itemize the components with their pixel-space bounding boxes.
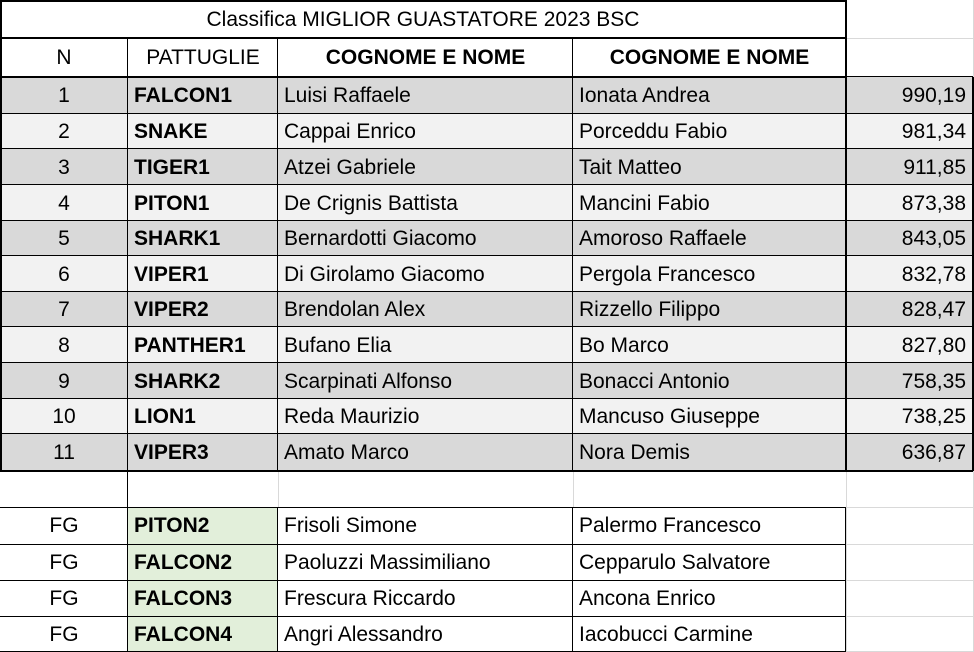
border <box>0 470 973 472</box>
fg-team-name[interactable]: FALCON2 <box>128 544 278 580</box>
rank-number[interactable]: 4 <box>0 185 128 221</box>
rank-number[interactable]: 8 <box>0 327 128 363</box>
score-value[interactable]: 911,85 <box>846 149 974 185</box>
border <box>845 0 847 77</box>
border <box>277 38 278 471</box>
border <box>572 507 573 652</box>
member-name-1[interactable]: De Crignis Battista <box>278 185 573 221</box>
team-name[interactable]: SHARK1 <box>128 221 278 256</box>
gridline <box>846 616 974 617</box>
member-name-1[interactable]: Scarpinati Alfonso <box>278 363 573 399</box>
border <box>0 113 973 114</box>
border <box>0 148 973 149</box>
empty-row[interactable] <box>0 471 974 507</box>
member-name-2[interactable]: Porceddu Fabio <box>573 114 846 149</box>
fg-member-name-1[interactable]: Paoluzzi Massimiliano <box>284 550 491 574</box>
rank-number[interactable]: 10 <box>0 399 128 434</box>
border <box>572 38 573 471</box>
member-name-2[interactable]: Mancuso Giuseppe <box>573 399 846 434</box>
team-name[interactable]: VIPER1 <box>128 256 278 292</box>
rank-number[interactable]: 7 <box>0 292 128 327</box>
fg-team-name[interactable]: FALCON3 <box>128 580 278 616</box>
rank-number[interactable]: 6 <box>0 256 128 292</box>
fg-team-name[interactable]: PITON2 <box>128 507 278 544</box>
border <box>0 326 973 327</box>
gridline <box>278 471 279 507</box>
fg-label[interactable]: FG <box>49 586 79 610</box>
border <box>0 291 973 292</box>
border <box>127 38 128 471</box>
gridline <box>846 77 974 78</box>
member-name-2[interactable]: Mancini Fabio <box>573 185 846 221</box>
fg-empty-score[interactable] <box>846 544 974 580</box>
member-name-1[interactable]: Bufano Elia <box>278 327 573 363</box>
gridline <box>846 544 974 545</box>
rank-number[interactable]: 2 <box>0 114 128 149</box>
team-name[interactable]: LION1 <box>128 399 278 434</box>
member-name-1[interactable]: Atzei Gabriele <box>278 149 573 185</box>
team-name[interactable]: TIGER1 <box>128 149 278 185</box>
member-name-2[interactable]: Nora Demis <box>573 434 846 471</box>
member-name-2[interactable]: Amoroso Raffaele <box>573 221 846 256</box>
border <box>0 76 973 77</box>
member-name-1[interactable]: Bernardotti Giacomo <box>278 221 573 256</box>
border <box>845 77 847 471</box>
score-value[interactable]: 738,25 <box>846 399 974 434</box>
border <box>0 255 973 256</box>
rank-number[interactable]: 5 <box>0 221 128 256</box>
rank-number[interactable]: 3 <box>0 149 128 185</box>
fg-member-name-1[interactable]: Angri Alessandro <box>284 622 443 646</box>
fg-member-name-2[interactable]: Ancona Enrico <box>579 586 716 610</box>
member-name-2[interactable]: Pergola Francesco <box>573 256 846 292</box>
team-name[interactable]: PITON1 <box>128 185 278 221</box>
score-value[interactable]: 832,78 <box>846 256 974 292</box>
member-name-2[interactable]: Tait Matteo <box>573 149 846 185</box>
score-value[interactable]: 828,47 <box>846 292 974 327</box>
score-value[interactable]: 843,05 <box>846 221 974 256</box>
team-name[interactable]: SHARK2 <box>128 363 278 399</box>
gridline <box>846 507 974 508</box>
header-cognome-nome-2[interactable]: COGNOME E NOME <box>609 46 810 69</box>
fg-team-name[interactable]: FALCON4 <box>128 616 278 652</box>
rank-number[interactable]: 11 <box>0 434 128 471</box>
header-n[interactable]: N <box>56 46 72 69</box>
border <box>0 0 846 2</box>
team-name[interactable]: VIPER3 <box>128 434 278 471</box>
border <box>127 471 128 507</box>
fg-member-name-2[interactable]: Cepparulo Salvatore <box>579 550 771 574</box>
gridline <box>573 471 574 507</box>
fg-member-name-1[interactable]: Frescura Riccardo <box>284 586 456 610</box>
member-name-1[interactable]: Cappai Enrico <box>278 114 573 149</box>
rank-number[interactable]: 1 <box>0 77 128 114</box>
fg-label[interactable]: FG <box>49 622 79 646</box>
gridline <box>846 38 974 39</box>
fg-label[interactable]: FG <box>49 514 79 537</box>
gridline <box>846 580 974 581</box>
header-pattuglie[interactable]: PATTUGLIE <box>146 46 260 69</box>
border <box>0 184 973 185</box>
member-name-2[interactable]: Bonacci Antonio <box>573 363 846 399</box>
fg-member-name-1[interactable]: Frisoli Simone <box>284 514 418 537</box>
border <box>0 433 973 434</box>
score-value[interactable]: 981,34 <box>846 114 974 149</box>
border <box>127 507 128 652</box>
score-value[interactable]: 873,38 <box>846 185 974 221</box>
sheet-title[interactable]: Classifica MIGLIOR GUASTATORE 2023 BSC <box>206 7 640 31</box>
team-name[interactable]: PANTHER1 <box>128 327 278 363</box>
member-name-2[interactable]: Bo Marco <box>573 327 846 363</box>
member-name-1[interactable]: Amato Marco <box>278 434 573 471</box>
member-name-1[interactable]: Di Girolamo Giacomo <box>278 256 573 292</box>
fg-empty-score[interactable] <box>846 616 974 652</box>
member-name-2[interactable]: Rizzello Filippo <box>573 292 846 327</box>
fg-member-name-2[interactable]: Palermo Francesco <box>579 514 762 537</box>
rank-number[interactable]: 9 <box>0 363 128 399</box>
border <box>845 507 846 652</box>
border <box>0 0 2 77</box>
member-name-2[interactable]: Ionata Andrea <box>573 77 846 114</box>
fg-member-name-2[interactable]: Iacobucci Carmine <box>579 622 753 646</box>
fg-empty-score[interactable] <box>846 580 974 616</box>
score-value[interactable]: 758,35 <box>846 363 974 399</box>
score-value[interactable]: 990,19 <box>846 77 974 114</box>
border <box>0 77 2 471</box>
score-value[interactable]: 827,80 <box>846 327 974 363</box>
team-name[interactable]: FALCON1 <box>128 77 278 114</box>
fg-label[interactable]: FG <box>49 550 79 574</box>
border <box>0 398 973 399</box>
border <box>0 362 973 363</box>
score-value[interactable]: 636,87 <box>846 434 974 471</box>
fg-empty-score[interactable] <box>846 507 974 544</box>
border <box>0 220 973 221</box>
member-name-1[interactable]: Luisi Raffaele <box>278 77 573 114</box>
team-name[interactable]: VIPER2 <box>128 292 278 327</box>
header-cognome-nome-1[interactable]: COGNOME E NOME <box>325 46 526 69</box>
team-name[interactable]: SNAKE <box>128 114 278 149</box>
member-name-1[interactable]: Reda Maurizio <box>278 399 573 434</box>
member-name-1[interactable]: Brendolan Alex <box>278 292 573 327</box>
border <box>277 507 278 652</box>
